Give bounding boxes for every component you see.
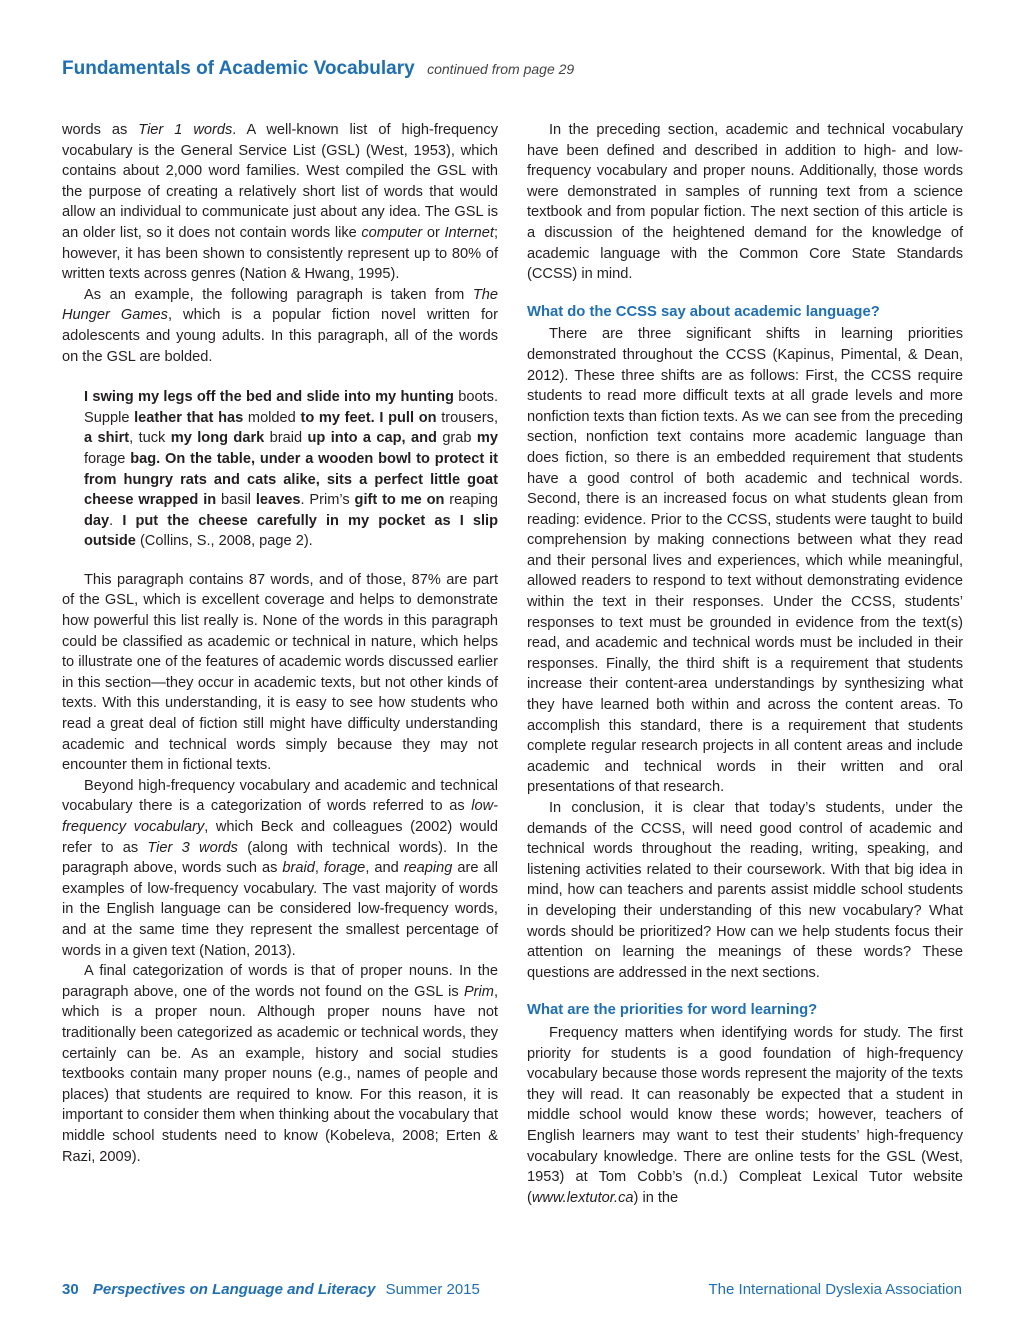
bold-run: up into a cap, and [307, 430, 437, 447]
article-title: Fundamentals of Academic Vocabulary [62, 58, 415, 79]
bold-run: my [476, 430, 499, 447]
block-quote [84, 387, 498, 552]
text-run: As an example, the following paragraph is taken from [84, 286, 473, 303]
issue-date: Summer 2015 [385, 1281, 480, 1298]
page-number: 30 [62, 1281, 79, 1298]
text-run: In conclusion, it is clear that today’s students, under the demands of the CCSS, will need good control of academic and technical words throughout the reading, writing, speaking, and listening activities related to their coursework. With that big idea in mind, how can teachers and parents assist middle school students in developing their understanding of this new vocabulary? What words should be prioritized? How can we help students focus their attention on learning the meanings of these words? These questions are addressed in the next sections. [527, 800, 963, 981]
text-run: There are three significant shifts in learning priorities demonstrated throughout the CCSS (Kapinus, Pimental, & Dean, 2012). These three shifts are as follows: First, the CCSS require students to read more difficult texts at all grade levels and more nonfiction texts than fiction texts. As we can see from the preceding section, nonfiction text contains more academic language than does fiction, so there is an embedded requirement that students have a good control of both academic and technical words. Second, there is an increased focus on what students glean from reading: evidence. Prior to the CCSS, students were taught to build comprehension by making connections between what they read and their personal lives and experiences, which while meaningful, allowed readers to respond to text without demonstrating evidence within the text in their responses. Under the CCSS, students’ responses to text must be grounded in evidence from the text(s) read, and academic and technical words must be included in their responses. Finally, the third shift is a requirement that students increase their content-area understandings by synthesizing what they have learned both within and across the content areas. To accomplish this standard, there is a requirement that students complete regular research projects in all content areas and include academic and technical words in their written and oral presentations of that research. [527, 326, 963, 796]
paragraph [62, 570, 498, 776]
text-run: , which Beck and colleagues (2002) would refer to as [62, 819, 498, 856]
italic-run: computer [361, 224, 423, 241]
text-run: ; however, it has been shown to consistently represent up to 80% of written texts across genres (Nation & Hwang, 1995). [62, 224, 498, 283]
text-run: In the preceding section, academic and technical vocabulary have been defined and described in addition to high- and low-frequency vocabulary and proper nouns. Additionally, those words were demonstrated in samples of running text from a science textbook and from popular fiction. The next section of this article is a discussion of the heightened demand for the knowledge of academic language with the Common Core State Standards (CCSS) in mind. [527, 122, 963, 283]
italic-run: reaping [403, 860, 453, 877]
text-run: trousers, [436, 409, 498, 426]
text-run: Beyond high-frequency vocabulary and academic and technical vocabulary there is a categorization of words referred to as [62, 777, 498, 815]
text-run: , which is a popular fiction novel written for adolescents and young adults. In this paragraph, all of the words on the GSL are bolded. [62, 307, 498, 365]
bold-run: gift to me on [354, 492, 445, 509]
journal-title: Perspectives on Language and Literacy [92, 1281, 376, 1298]
text-run: basil [216, 492, 256, 509]
italic-run: www.lextutor.ca [531, 1189, 634, 1206]
italic-run: Tier 3 words [147, 839, 238, 856]
bold-run: a shirt [84, 430, 130, 447]
text-run: ) in the [633, 1189, 679, 1206]
paragraph [62, 776, 498, 961]
text-run: words as [62, 122, 139, 138]
paragraph [62, 120, 498, 285]
right-column [527, 120, 963, 1208]
text-run: , [314, 860, 324, 877]
section-heading: What are the priorities for word learning? [527, 1002, 818, 1019]
running-head [62, 58, 962, 80]
paragraph [527, 798, 963, 983]
text-run: braid [264, 430, 308, 447]
text-run: (along with technical words). In the paragraph above, words such as [62, 839, 498, 877]
paragraph [527, 1023, 963, 1208]
italic-run: low-frequency vocabulary [62, 798, 498, 835]
italic-run: braid [282, 860, 315, 877]
text-run: , which is a proper noun. Although proper nouns have not traditionally been categorized as academic or technical words, they certainly can be. As an example, history and social studies textbooks contain many proper nouns (e.g., names of people and places) that students are required to know. For this reason, it is important to consider them when thinking about the vocabulary that middle school students need to know (Kobeleva, 2008; Erten & Razi, 2009). [62, 983, 498, 1165]
text-run: are all examples of low-frequency vocabulary. The vast majority of words in the English language can be considered low-frequency words, and at the same time they represent the smallest percentage of words in a given text (Nation, 2013). [62, 860, 499, 959]
text-run: A final categorization of words is that of proper nouns. In the paragraph above, one of the words not found on the GSL is [62, 963, 498, 1000]
bold-run: to my feet. I pull on [300, 409, 437, 426]
text-run: , tuck [129, 430, 171, 447]
text-run: This paragraph contains 87 words, and of those, 87% are part of the GSL, which is excellent coverage and helps to demonstrate how powerful this list really is. None of the words in this paragraph could be classified as academic or technical in nature, which helps to illustrate one of the features of academic words discussed earlier in this section—they occur in academic texts, but not other kinds of texts. With this understanding, it is easy to see how students who read a great deal of fiction still might have difficulty understanding academic and technical words simply because they may not encounter them in fictional texts. [62, 571, 498, 774]
bold-run: leather that has [134, 409, 244, 426]
text-run: , and [365, 860, 404, 877]
bold-run: bag. On the table, under a wooden bowl to protect it from hungry rats and cats alike, sits a perfect little goat cheese wrapped in [84, 450, 499, 509]
bold-run: leaves [255, 492, 301, 509]
text-run: or [422, 224, 445, 241]
text-run: grab [436, 430, 477, 447]
text-run: boots. Supple [84, 389, 499, 426]
text-run: . [109, 512, 123, 529]
italic-run: Prim [463, 983, 494, 1000]
left-column [62, 120, 498, 1167]
text-run: molded [243, 409, 301, 426]
bold-run: my long dark [170, 430, 265, 447]
bold-run: day [84, 512, 110, 529]
section-heading: What do the CCSS say about academic language? [527, 303, 880, 320]
paragraph [527, 324, 963, 798]
italic-run: Tier 1 words [138, 122, 233, 138]
page-footer [62, 1281, 962, 1305]
italic-run: Internet [444, 224, 494, 241]
paragraph [62, 285, 498, 367]
organization-name: The International Dyslexia Association [708, 1281, 962, 1298]
paragraph [527, 120, 963, 285]
text-run: Frequency matters when identifying words for study. The first priority for students is a good foundation of high-frequency vocabulary because those words represent the majority of the texts they will read. It can reasonably be expected that a student in middle school would know these words; however, teachers of English learners may want to test their students’ high-frequency vocabulary knowledge. There are online tests for the GSL (West, 1953) at Tom Cobb’s (n.d.) Compleat Lexical Tutor website ( [527, 1024, 963, 1206]
text-run: . A well-known list of high-frequency vocabulary is the General Service List (GSL) (West, 1953), which contains about 2,000 word families. West compiled the GSL with the purpose of creating a relatively short list of words that would allow an individual to communicate just about any idea. The GSL is an older list, so it does not contain words like [62, 122, 498, 241]
text-run: reaping [444, 492, 498, 509]
text-run: . Prim’s [300, 492, 355, 509]
italic-run: forage [323, 860, 366, 877]
text-run: forage [84, 450, 131, 467]
continued-note: continued from page 29 [427, 61, 575, 77]
bold-run: I put the cheese carefully in my pocket as I slip outside [84, 512, 498, 550]
italic-run: The Hunger Games [62, 286, 498, 324]
text-run: (Collins, S., 2008, page 2). [135, 533, 313, 550]
bold-run: I swing my legs off the bed and slide into my hunting [84, 389, 454, 406]
paragraph [62, 961, 498, 1167]
